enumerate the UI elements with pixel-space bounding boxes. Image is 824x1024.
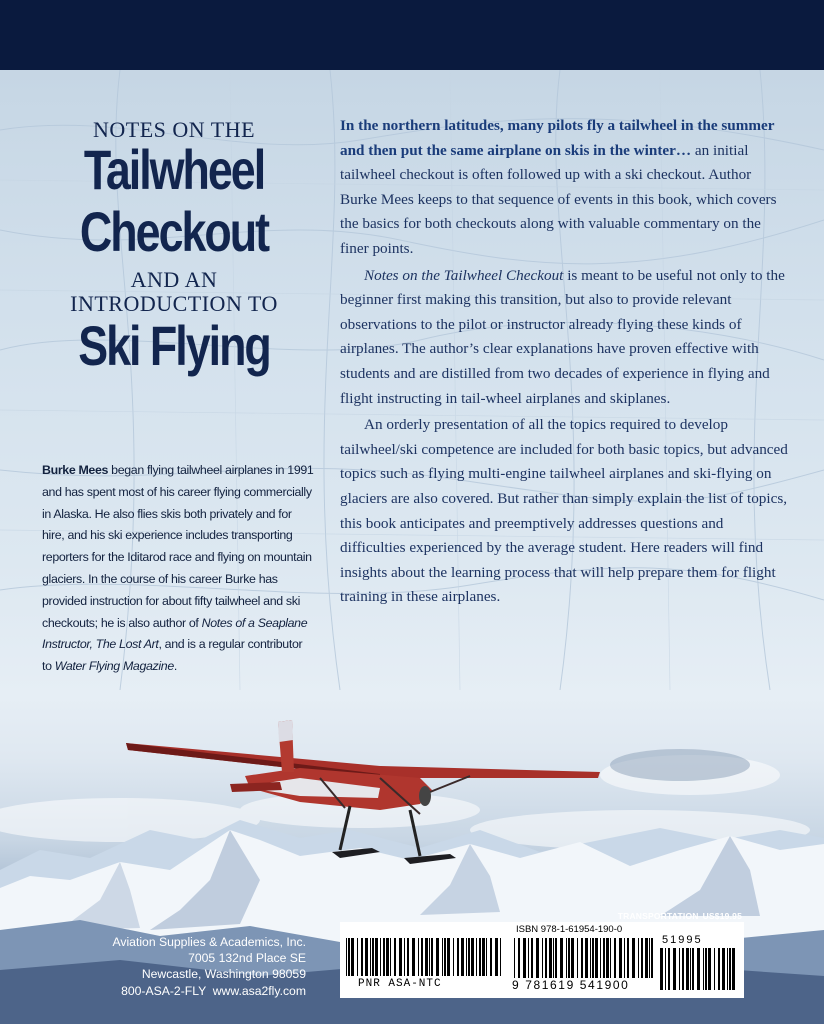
- barcode-bar: [453, 938, 454, 976]
- barcode-bar: [442, 938, 443, 976]
- barcode-bar: [542, 938, 543, 978]
- barcode-bar: [495, 938, 498, 976]
- barcode-bar: [394, 938, 396, 976]
- barcode-bar: [729, 948, 731, 990]
- pnr-barcode: [346, 938, 506, 976]
- publisher-contact: 800-ASA-2-FLY www.asa2fly.com: [121, 983, 306, 998]
- barcode-bar: [614, 938, 616, 978]
- bio-text-2: , and is a regular contributor to: [42, 637, 303, 674]
- barcode-bar: [560, 938, 563, 978]
- barcode-bar: [632, 938, 635, 978]
- title-line-notes-on-the: NOTES ON THE: [92, 117, 256, 142]
- bio-text-1: began flying tailwheel airplanes in 1991 and has spent most of his career flying commercially in Alaska. He also flies skis both privately and for hire, and his ski experience includes transporting reporters for the Iditarod race and flying on mountain glaciers. In the course of his career Burke has provided instruction for about fifty tailwheel and ski checkouts; he is also author of: [42, 463, 314, 630]
- price-label: US$19.95: [702, 911, 742, 921]
- barcode-bar: [590, 938, 591, 978]
- barcode-bar: [705, 948, 707, 990]
- barcode-bar: [447, 938, 450, 976]
- title-line-introduction-to: INTRODUCTION TO: [70, 291, 278, 316]
- barcode-bar: [383, 938, 385, 976]
- title-line-and-an: AND AN: [130, 267, 218, 292]
- barcode-bar: [651, 938, 653, 978]
- barcode-bar: [523, 938, 526, 978]
- top-color-band: [0, 0, 824, 70]
- barcode-bar: [619, 938, 622, 978]
- barcode-bar: [486, 938, 487, 976]
- pnr-text: PNR ASA-NTC: [358, 978, 442, 990]
- barcode-bar: [571, 938, 574, 978]
- barcode-bar: [490, 938, 492, 976]
- barcode-bar: [703, 948, 704, 990]
- barcode-bar: [600, 938, 601, 978]
- barcode-bar: [380, 938, 381, 976]
- barcode-bar: [606, 938, 609, 978]
- barcode-bar: [718, 948, 720, 990]
- barcode-bar: [566, 938, 567, 978]
- barcode-bar: [412, 938, 415, 976]
- barcode-bar: [407, 938, 409, 976]
- barcode-bar: [682, 948, 684, 990]
- barcode-bar: [595, 938, 598, 978]
- barcode-bar: [568, 938, 570, 978]
- barcode-bar: [461, 938, 464, 976]
- description-paragraph-1: [340, 114, 788, 262]
- barcode-bar: [444, 938, 446, 976]
- price-code: 51995: [662, 934, 703, 946]
- barcode-bar: [429, 938, 430, 976]
- isbn-digits: 9 781619 541900: [512, 978, 630, 992]
- barcode-bar: [641, 938, 643, 978]
- description-lead: In the northern latitudes, many pilots fly a tailwheel in the summer and then put the same airplane on skis in the winter…: [340, 117, 775, 159]
- barcode-bar: [627, 938, 629, 978]
- description-para2-rest: is meant to be useful not only to the beginner first making this transition, but also to provide relevant observations to the pilot or instructor already flying these kinds of airplanes. The author’s clear explanations have proven effective with students and are distilled from two decades of experience in flying and flight instructing in tail-wheel airplanes and skiplanes.: [340, 266, 785, 407]
- barcode-bar: [436, 938, 439, 976]
- barcode-bar: [697, 948, 700, 990]
- barcode-bar: [399, 938, 402, 976]
- barcode-bar: [708, 948, 711, 990]
- publisher-address-1: 7005 132nd Place SE: [188, 951, 306, 966]
- barcode-bar: [610, 938, 611, 978]
- barcode-bar: [555, 938, 557, 978]
- barcode-bar: [692, 948, 694, 990]
- barcode-bar: [528, 938, 529, 978]
- barcode-bar: [686, 948, 689, 990]
- title-word-checkout: Checkout: [79, 200, 269, 263]
- barcode-bar: [421, 938, 423, 976]
- barcode-bar: [549, 938, 552, 978]
- barcode-bar: [404, 938, 405, 976]
- barcode-bar: [479, 938, 481, 976]
- barcode-bar: [624, 938, 625, 978]
- barcode-bar: [482, 938, 485, 976]
- category-label: TRANSPORTATION: [617, 911, 699, 921]
- barcode-bar: [500, 938, 501, 976]
- barcode-bar: [431, 938, 433, 976]
- barcode-bar: [603, 938, 605, 978]
- barcode-bar: [471, 938, 474, 976]
- barcode-bar: [457, 938, 459, 976]
- author-bio: [42, 460, 314, 678]
- book-title: [40, 117, 308, 377]
- description-book-title: Notes on the Tailwheel Checkout: [364, 266, 564, 284]
- barcode-bar: [732, 948, 735, 990]
- barcode-bar: [466, 938, 467, 976]
- isbn-label: ISBN 978-1-61954-190-0: [516, 924, 623, 935]
- barcode-bar: [722, 948, 725, 990]
- description-paragraph-3: An orderly presentation of all the topics required to develop tailwheel/ski competence are included for both basic topics, but advanced topics such as flying multi-engine tailwheel airplanes and ski-flying on glaciers are also covered. But rather than simply explain the list of topics, this book anticipates and preemptively addresses questions and difficulties experienced by the average student. Here readers will find insights about the learning process that will help prepare them for flight training in these airplanes.: [340, 416, 788, 606]
- barcode-bar: [581, 938, 583, 978]
- isbn-barcode: [514, 938, 654, 978]
- book-description: [340, 114, 788, 610]
- barcode-panel: [340, 922, 744, 998]
- barcode-bar: [370, 938, 371, 976]
- barcode-bar: [386, 938, 389, 976]
- title-word-tailwheel: Tailwheel: [83, 138, 265, 201]
- barcode-bar: [518, 938, 520, 978]
- barcode-bar: [649, 938, 650, 978]
- barcode-bar: [553, 938, 554, 978]
- barcode-bar: [425, 938, 428, 976]
- barcode-bar: [351, 938, 354, 976]
- barcode-bar: [418, 938, 419, 976]
- barcode-bar: [514, 938, 515, 978]
- barcode-bar: [531, 938, 533, 978]
- publisher-name: Aviation Supplies & Academics, Inc.: [112, 935, 306, 949]
- author-name: Burke Mees: [42, 463, 109, 477]
- barcode-bar: [375, 938, 378, 976]
- barcode-bar: [536, 938, 539, 978]
- barcode-bar: [361, 938, 363, 976]
- publisher-info: [40, 934, 306, 999]
- barcode-bar: [545, 938, 547, 978]
- barcode-bar: [365, 938, 368, 976]
- barcode-bar: [673, 948, 676, 990]
- barcode-bar: [690, 948, 691, 990]
- barcode-bar: [665, 948, 666, 990]
- barcode-bar: [645, 938, 648, 978]
- barcode-bar: [638, 938, 639, 978]
- price-barcode: [660, 948, 736, 990]
- barcode-bar: [660, 948, 663, 990]
- barcode-bar: [679, 948, 680, 990]
- barcode-bar: [577, 938, 578, 978]
- bio-text-3: .: [173, 659, 177, 674]
- description-para1-rest: an initial tailwheel checkout is often followed up with a ski checkout. Author Burke Mees keeps to that sequence of events in this book, which covers the basics for both checkouts along with valuable commentary on the finer points.: [340, 141, 777, 257]
- title-word-ski-flying: Ski Flying: [78, 314, 270, 377]
- barcode-bar: [476, 938, 477, 976]
- barcode-bar: [585, 938, 588, 978]
- barcode-bar: [592, 938, 594, 978]
- barcode-bar: [468, 938, 470, 976]
- barcode-bar: [390, 938, 391, 976]
- barcode-bar: [346, 938, 347, 976]
- barcode-bar: [668, 948, 670, 990]
- barcode-bar: [727, 948, 728, 990]
- barcode-bar: [348, 938, 350, 976]
- barcode-bar: [714, 948, 715, 990]
- bio-magazine: Water Flying Magazine: [54, 659, 174, 674]
- category-price-line: [612, 911, 742, 921]
- bio-book-titles: Notes of a Seaplane Instructor, The Lost Art: [42, 615, 308, 652]
- barcode-bar: [372, 938, 374, 976]
- description-paragraph-2: [340, 264, 788, 412]
- barcode-bar: [357, 938, 358, 976]
- publisher-address-2: Newcastle, Washington 98059: [141, 967, 306, 982]
